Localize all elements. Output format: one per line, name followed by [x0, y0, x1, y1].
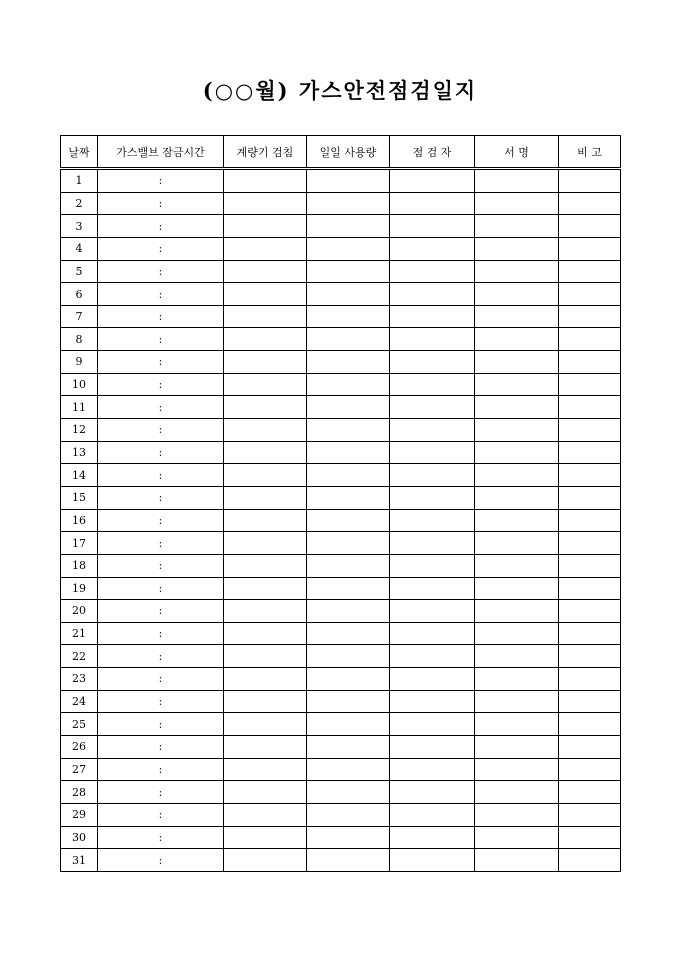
- signature-cell[interactable]: [475, 486, 559, 509]
- signature-cell[interactable]: [475, 690, 559, 713]
- inspector-cell[interactable]: [390, 736, 475, 759]
- remarks-cell[interactable]: [559, 690, 621, 713]
- remarks-cell[interactable]: [559, 849, 621, 872]
- remarks-cell[interactable]: [559, 351, 621, 374]
- table-row: [61, 509, 621, 532]
- day-cell: 13: [61, 441, 98, 464]
- table-row: [61, 736, 621, 759]
- remarks-cell[interactable]: [559, 464, 621, 487]
- inspector-cell[interactable]: [390, 373, 475, 396]
- valve-lock-time-cell[interactable]: :: [98, 373, 224, 396]
- daily-usage-cell[interactable]: [307, 305, 390, 328]
- daily-usage-cell[interactable]: [307, 849, 390, 872]
- valve-lock-time-cell[interactable]: :: [98, 305, 224, 328]
- inspector-cell[interactable]: [390, 215, 475, 238]
- valve-lock-time-cell[interactable]: :: [98, 260, 224, 283]
- inspector-cell[interactable]: [390, 690, 475, 713]
- inspector-cell[interactable]: [390, 169, 475, 193]
- signature-cell[interactable]: [475, 736, 559, 759]
- table-row: [61, 305, 621, 328]
- daily-usage-cell[interactable]: [307, 419, 390, 442]
- meter-reading-cell[interactable]: [224, 192, 307, 215]
- day-cell: 6: [61, 283, 98, 306]
- valve-lock-time-cell[interactable]: :: [98, 690, 224, 713]
- valve-lock-time-cell[interactable]: :: [98, 600, 224, 623]
- remarks-cell[interactable]: [559, 577, 621, 600]
- meter-reading-cell[interactable]: [224, 328, 307, 351]
- day-cell: 14: [61, 464, 98, 487]
- remarks-cell[interactable]: [559, 758, 621, 781]
- remarks-cell[interactable]: [559, 260, 621, 283]
- daily-usage-cell[interactable]: [307, 532, 390, 555]
- remarks-cell[interactable]: [559, 803, 621, 826]
- inspector-cell[interactable]: [390, 781, 475, 804]
- signature-cell[interactable]: [475, 419, 559, 442]
- table-row: [61, 690, 621, 713]
- remarks-cell[interactable]: [559, 192, 621, 215]
- daily-usage-cell[interactable]: [307, 328, 390, 351]
- header-signature: 서 명: [475, 136, 559, 169]
- daily-usage-cell[interactable]: [307, 237, 390, 260]
- daily-usage-cell[interactable]: [307, 758, 390, 781]
- signature-cell[interactable]: [475, 849, 559, 872]
- daily-usage-cell[interactable]: [307, 622, 390, 645]
- day-cell: 7: [61, 305, 98, 328]
- day-cell: 2: [61, 192, 98, 215]
- table-row: [61, 237, 621, 260]
- signature-cell[interactable]: [475, 713, 559, 736]
- meter-reading-cell[interactable]: [224, 826, 307, 849]
- meter-reading-cell[interactable]: [224, 600, 307, 623]
- remarks-cell[interactable]: [559, 600, 621, 623]
- meter-reading-cell[interactable]: [224, 736, 307, 759]
- remarks-cell[interactable]: [559, 826, 621, 849]
- page-title: (○○월) 가스안전점검일지: [202, 78, 478, 103]
- signature-cell[interactable]: [475, 600, 559, 623]
- signature-cell[interactable]: [475, 215, 559, 238]
- daily-usage-cell[interactable]: [307, 509, 390, 532]
- remarks-cell[interactable]: [559, 645, 621, 668]
- inspector-cell[interactable]: [390, 486, 475, 509]
- daily-usage-cell[interactable]: [307, 803, 390, 826]
- day-cell: 20: [61, 600, 98, 623]
- header-meter-reading: 계량기 검침: [224, 136, 307, 169]
- inspector-cell[interactable]: [390, 554, 475, 577]
- daily-usage-cell[interactable]: [307, 690, 390, 713]
- valve-lock-time-cell[interactable]: :: [98, 826, 224, 849]
- remarks-cell[interactable]: [559, 373, 621, 396]
- header-valve-lock-time: 가스밸브 잠금시간: [98, 136, 224, 169]
- valve-lock-time-cell[interactable]: :: [98, 215, 224, 238]
- inspector-cell[interactable]: [390, 532, 475, 555]
- meter-reading-cell[interactable]: [224, 305, 307, 328]
- meter-reading-cell[interactable]: [224, 509, 307, 532]
- signature-cell[interactable]: [475, 283, 559, 306]
- inspector-cell[interactable]: [390, 803, 475, 826]
- remarks-cell[interactable]: [559, 668, 621, 691]
- remarks-cell[interactable]: [559, 328, 621, 351]
- table-body: [61, 169, 621, 872]
- meter-reading-cell[interactable]: [224, 396, 307, 419]
- day-cell: 4: [61, 237, 98, 260]
- signature-cell[interactable]: [475, 464, 559, 487]
- table-row: [61, 849, 621, 872]
- signature-cell[interactable]: [475, 441, 559, 464]
- remarks-cell[interactable]: [559, 419, 621, 442]
- daily-usage-cell[interactable]: [307, 373, 390, 396]
- remarks-cell[interactable]: [559, 781, 621, 804]
- day-cell: 10: [61, 373, 98, 396]
- table-row: [61, 781, 621, 804]
- valve-lock-time-cell[interactable]: :: [98, 169, 224, 193]
- inspector-cell[interactable]: [390, 419, 475, 442]
- table-row: [61, 396, 621, 419]
- inspector-cell[interactable]: [390, 826, 475, 849]
- meter-reading-cell[interactable]: [224, 532, 307, 555]
- remarks-cell[interactable]: [559, 486, 621, 509]
- valve-lock-time-cell[interactable]: :: [98, 758, 224, 781]
- meter-reading-cell[interactable]: [224, 622, 307, 645]
- signature-cell[interactable]: [475, 622, 559, 645]
- daily-usage-cell[interactable]: [307, 713, 390, 736]
- daily-usage-cell[interactable]: [307, 441, 390, 464]
- remarks-cell[interactable]: [559, 169, 621, 193]
- day-cell: 31: [61, 849, 98, 872]
- table-row: [61, 622, 621, 645]
- day-cell: 11: [61, 396, 98, 419]
- table-row: [61, 713, 621, 736]
- table-row: [61, 486, 621, 509]
- day-cell: 22: [61, 645, 98, 668]
- inspector-cell[interactable]: [390, 441, 475, 464]
- day-cell: 18: [61, 554, 98, 577]
- inspector-cell[interactable]: [390, 351, 475, 374]
- day-cell: 29: [61, 803, 98, 826]
- remarks-cell[interactable]: [559, 554, 621, 577]
- daily-usage-cell[interactable]: [307, 215, 390, 238]
- signature-cell[interactable]: [475, 305, 559, 328]
- day-cell: 23: [61, 668, 98, 691]
- inspector-cell[interactable]: [390, 283, 475, 306]
- inspector-cell[interactable]: [390, 509, 475, 532]
- valve-lock-time-cell[interactable]: :: [98, 509, 224, 532]
- meter-reading-cell[interactable]: [224, 373, 307, 396]
- signature-cell[interactable]: [475, 192, 559, 215]
- remarks-cell[interactable]: [559, 305, 621, 328]
- daily-usage-cell[interactable]: [307, 396, 390, 419]
- meter-reading-cell[interactable]: [224, 351, 307, 374]
- inspector-cell[interactable]: [390, 668, 475, 691]
- table-row: [61, 600, 621, 623]
- valve-lock-time-cell[interactable]: :: [98, 577, 224, 600]
- table-row: [61, 758, 621, 781]
- day-cell: 3: [61, 215, 98, 238]
- table-row: [61, 351, 621, 374]
- signature-cell[interactable]: [475, 803, 559, 826]
- table-row: [61, 554, 621, 577]
- remarks-cell[interactable]: [559, 283, 621, 306]
- daily-usage-cell[interactable]: [307, 826, 390, 849]
- meter-reading-cell[interactable]: [224, 849, 307, 872]
- meter-reading-cell[interactable]: [224, 260, 307, 283]
- inspector-cell[interactable]: [390, 237, 475, 260]
- table-row: [61, 645, 621, 668]
- signature-cell[interactable]: [475, 351, 559, 374]
- table-row: [61, 464, 621, 487]
- day-cell: 5: [61, 260, 98, 283]
- meter-reading-cell[interactable]: [224, 237, 307, 260]
- inspector-cell[interactable]: [390, 328, 475, 351]
- daily-usage-cell[interactable]: [307, 351, 390, 374]
- table-row: [61, 260, 621, 283]
- remarks-cell[interactable]: [559, 441, 621, 464]
- signature-cell[interactable]: [475, 169, 559, 193]
- valve-lock-time-cell[interactable]: :: [98, 803, 224, 826]
- signature-cell[interactable]: [475, 668, 559, 691]
- day-cell: 25: [61, 713, 98, 736]
- meter-reading-cell[interactable]: [224, 713, 307, 736]
- day-cell: 1: [61, 169, 98, 193]
- day-cell: 16: [61, 509, 98, 532]
- daily-usage-cell[interactable]: [307, 192, 390, 215]
- signature-cell[interactable]: [475, 509, 559, 532]
- inspector-cell[interactable]: [390, 849, 475, 872]
- meter-reading-cell[interactable]: [224, 169, 307, 193]
- meter-reading-cell[interactable]: [224, 486, 307, 509]
- inspector-cell[interactable]: [390, 600, 475, 623]
- signature-cell[interactable]: [475, 781, 559, 804]
- daily-usage-cell[interactable]: [307, 464, 390, 487]
- inspector-cell[interactable]: [390, 192, 475, 215]
- valve-lock-time-cell[interactable]: :: [98, 713, 224, 736]
- meter-reading-cell[interactable]: [224, 781, 307, 804]
- inspector-cell[interactable]: [390, 758, 475, 781]
- table-row: [61, 532, 621, 555]
- day-cell: 21: [61, 622, 98, 645]
- meter-reading-cell[interactable]: [224, 668, 307, 691]
- signature-cell[interactable]: [475, 554, 559, 577]
- inspector-cell[interactable]: [390, 260, 475, 283]
- inspector-cell[interactable]: [390, 396, 475, 419]
- inspector-cell[interactable]: [390, 645, 475, 668]
- daily-usage-cell[interactable]: [307, 600, 390, 623]
- header-date: 날짜: [61, 136, 98, 169]
- signature-cell[interactable]: [475, 532, 559, 555]
- header-inspector: 점 검 자: [390, 136, 475, 169]
- valve-lock-time-cell[interactable]: :: [98, 486, 224, 509]
- header-daily-usage: 일일 사용량: [307, 136, 390, 169]
- table-row: [61, 803, 621, 826]
- day-cell: 17: [61, 532, 98, 555]
- valve-lock-time-cell[interactable]: :: [98, 192, 224, 215]
- inspector-cell[interactable]: [390, 622, 475, 645]
- daily-usage-cell[interactable]: [307, 645, 390, 668]
- valve-lock-time-cell[interactable]: :: [98, 668, 224, 691]
- meter-reading-cell[interactable]: [224, 645, 307, 668]
- day-cell: 19: [61, 577, 98, 600]
- table-row: [61, 192, 621, 215]
- daily-usage-cell[interactable]: [307, 283, 390, 306]
- valve-lock-time-cell[interactable]: :: [98, 419, 224, 442]
- signature-cell[interactable]: [475, 260, 559, 283]
- inspector-cell[interactable]: [390, 305, 475, 328]
- valve-lock-time-cell[interactable]: :: [98, 283, 224, 306]
- valve-lock-time-cell[interactable]: :: [98, 622, 224, 645]
- table-row: [61, 826, 621, 849]
- remarks-cell[interactable]: [559, 532, 621, 555]
- daily-usage-cell[interactable]: [307, 554, 390, 577]
- signature-cell[interactable]: [475, 577, 559, 600]
- daily-usage-cell[interactable]: [307, 781, 390, 804]
- remarks-cell[interactable]: [559, 736, 621, 759]
- valve-lock-time-cell[interactable]: :: [98, 351, 224, 374]
- valve-lock-time-cell[interactable]: :: [98, 328, 224, 351]
- meter-reading-cell[interactable]: [224, 577, 307, 600]
- table-row: [61, 283, 621, 306]
- remarks-cell[interactable]: [559, 215, 621, 238]
- day-cell: 28: [61, 781, 98, 804]
- inspector-cell[interactable]: [390, 577, 475, 600]
- signature-cell[interactable]: [475, 373, 559, 396]
- table-row: [61, 419, 621, 442]
- signature-cell[interactable]: [475, 758, 559, 781]
- table-row: [61, 328, 621, 351]
- signature-cell[interactable]: [475, 645, 559, 668]
- remarks-cell[interactable]: [559, 713, 621, 736]
- valve-lock-time-cell[interactable]: :: [98, 849, 224, 872]
- day-cell: 15: [61, 486, 98, 509]
- day-cell: 26: [61, 736, 98, 759]
- inspector-cell[interactable]: [390, 464, 475, 487]
- meter-reading-cell[interactable]: [224, 758, 307, 781]
- remarks-cell[interactable]: [559, 237, 621, 260]
- daily-usage-cell[interactable]: [307, 577, 390, 600]
- valve-lock-time-cell[interactable]: :: [98, 532, 224, 555]
- day-cell: 9: [61, 351, 98, 374]
- day-cell: 12: [61, 419, 98, 442]
- table-row: [61, 668, 621, 691]
- meter-reading-cell[interactable]: [224, 464, 307, 487]
- meter-reading-cell[interactable]: [224, 419, 307, 442]
- meter-reading-cell[interactable]: [224, 803, 307, 826]
- valve-lock-time-cell[interactable]: :: [98, 464, 224, 487]
- table-header-row: [61, 136, 621, 169]
- signature-cell[interactable]: [475, 328, 559, 351]
- valve-lock-time-cell[interactable]: :: [98, 645, 224, 668]
- valve-lock-time-cell[interactable]: :: [98, 237, 224, 260]
- remarks-cell[interactable]: [559, 509, 621, 532]
- day-cell: 24: [61, 690, 98, 713]
- signature-cell[interactable]: [475, 237, 559, 260]
- daily-usage-cell[interactable]: [307, 260, 390, 283]
- table-row: [61, 373, 621, 396]
- signature-cell[interactable]: [475, 826, 559, 849]
- meter-reading-cell[interactable]: [224, 215, 307, 238]
- valve-lock-time-cell[interactable]: :: [98, 554, 224, 577]
- inspector-cell[interactable]: [390, 713, 475, 736]
- remarks-cell[interactable]: [559, 622, 621, 645]
- meter-reading-cell[interactable]: [224, 441, 307, 464]
- day-cell: 30: [61, 826, 98, 849]
- remarks-cell[interactable]: [559, 396, 621, 419]
- signature-cell[interactable]: [475, 396, 559, 419]
- valve-lock-time-cell[interactable]: :: [98, 781, 224, 804]
- daily-usage-cell[interactable]: [307, 668, 390, 691]
- header-remarks: 비 고: [559, 136, 621, 169]
- day-cell: 8: [61, 328, 98, 351]
- day-cell: 27: [61, 758, 98, 781]
- valve-lock-time-cell[interactable]: :: [98, 396, 224, 419]
- table-row: [61, 441, 621, 464]
- gas-safety-log-table: [60, 135, 621, 872]
- table-row: [61, 169, 621, 193]
- valve-lock-time-cell[interactable]: :: [98, 736, 224, 759]
- daily-usage-cell[interactable]: [307, 736, 390, 759]
- meter-reading-cell[interactable]: [224, 283, 307, 306]
- daily-usage-cell[interactable]: [307, 486, 390, 509]
- valve-lock-time-cell[interactable]: :: [98, 441, 224, 464]
- meter-reading-cell[interactable]: [224, 554, 307, 577]
- meter-reading-cell[interactable]: [224, 690, 307, 713]
- daily-usage-cell[interactable]: [307, 169, 390, 193]
- table-row: [61, 215, 621, 238]
- table-row: [61, 577, 621, 600]
